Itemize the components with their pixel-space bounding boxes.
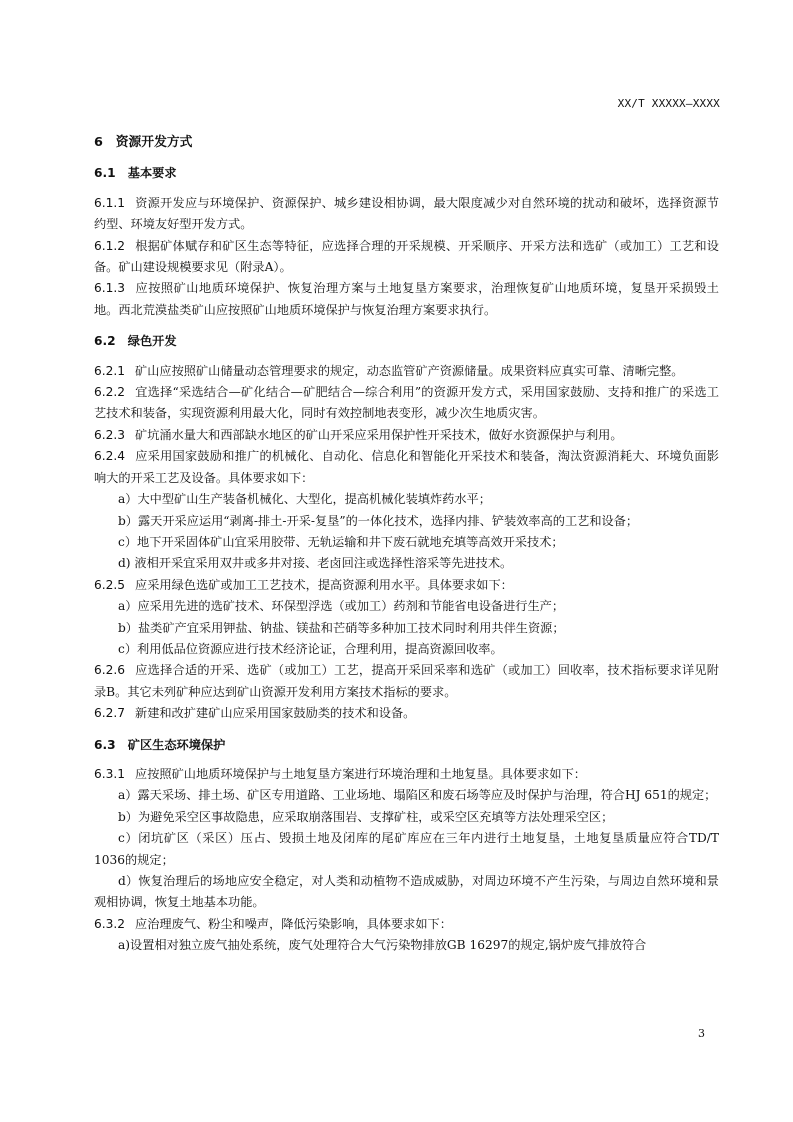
- list-item: c）利用低品位资源应进行技术经济论证，合理利用，提高资源回收率。: [118, 641, 503, 656]
- clause-number: 6.2.3: [94, 427, 126, 442]
- clause-text: 应按照矿山地质环境保护与土地复垦方案进行环境治理和土地复垦。具体要求如下：: [135, 766, 586, 781]
- clause-6-1-3: [94, 278, 719, 321]
- clause-6-3-1: [94, 764, 719, 785]
- clause-text: 根据矿体赋存和矿区生态等特征，应选择合理的开采规模、开采顺序、开采方法和选矿（或加工）工艺和设备。矿山建设规模要求见（附录A）。: [94, 238, 719, 275]
- list-item: c）闭坑矿区（采区）压占、毁损土地及闭库的尾矿库应在三年内进行土地复垦，土地复垦质量应符合TD/T 1036的规定；: [94, 831, 719, 867]
- clause-number: 6.3.2: [94, 916, 126, 931]
- clause-6-2-6: [94, 660, 719, 703]
- clause-text: 资源开发应与环境保护、资源保护、城乡建设相协调，最大限度减少对自然环境的扰动和破坏，选择资源节约型、环境友好型开发方式。: [94, 195, 719, 232]
- list-item: a）露天采场、排土场、矿区专用道路、工业场地、塌陷区和废石场等应及时保护与治理，符合HJ 651的规定；: [118, 788, 717, 803]
- clause-6-3-2: [94, 914, 719, 935]
- section-6-3-title: 6.3 矿区生态环境保护: [94, 737, 226, 752]
- clause-number: 6.2.6: [94, 663, 126, 678]
- clause-text: 应采用绿色选矿或加工工艺技术，提高资源利用水平。具体要求如下：: [135, 577, 513, 592]
- clause-text: 应按照矿山地质环境保护、恢复治理方案与土地复垦方案要求，治理恢复矿山地质环境，复垦开采损毁土地。西北荒漠盐类矿山应按照矿山地质环境保护与恢复治理方案要求执行。: [94, 281, 719, 317]
- clause-6-2-3: [94, 425, 719, 446]
- page-number: 3: [698, 1027, 705, 1040]
- clause-number: 6.1.1: [94, 195, 126, 210]
- clause-6-2-4: [94, 446, 719, 489]
- clause-number: 6.1.2: [94, 238, 126, 253]
- list-item: b）露天开采应运用“剥离-排土-开采-复垦”的一体化技术，选择内排、铲装效率高的工艺和设备；: [118, 513, 639, 528]
- list-item: b）为避免采空区事故隐患，应采取崩落围岩、支撑矿柱，或采空区充填等方法处理采空区；: [118, 809, 614, 824]
- clause-text: 应治理废气、粉尘和噪声，降低污染影响，具体要求如下：: [135, 916, 452, 931]
- list-item: b）盐类矿产宜采用钾盐、钠盐、镁盐和芒硝等多种加工技术同时利用共伴生资源；: [118, 620, 565, 635]
- section-6-1-title: 6.1 基本要求: [94, 166, 177, 181]
- list-item: d) 液相开采宜采用双井或多井对接、老卤回注或选择性溶采等先进技术。: [118, 556, 513, 571]
- section-6-2-title: 6.2 绿色开发: [94, 334, 177, 349]
- clause-text: 矿山应按照矿山储量动态管理要求的规定，动态监管矿产资源储量。成果资料应真实可靠、清晰完整。: [135, 363, 684, 378]
- clause-number: 6.2.7: [94, 706, 126, 721]
- list-item: c）地下开采固体矿山宜采用胶带、无轨运输和井下废石就地充填等高效开采技术；: [118, 534, 564, 549]
- clause-6-2-5: [94, 575, 719, 596]
- clause-text: 新建和改扩建矿山应采用国家鼓励类的技术和设备。: [135, 706, 416, 721]
- standard-code: XX/T XXXXX—XXXX: [617, 97, 720, 110]
- clause-text: 应选择合适的开采、选矿（或加工）工艺，提高开采回采率和选矿（或加工）回收率，技术指标要求详见附录B。其它未列矿种应达到矿山资源开发利用方案技术指标的要求。: [94, 663, 719, 699]
- body-content: [94, 126, 719, 957]
- clause-6-1-2: [94, 236, 719, 279]
- clause-text: 宜选择“采选结合—矿化结合—矿肥结合—综合利用”的资源开发方式，采用国家鼓励、支持和推广的采选工艺技术和装备，实现资源利用最大化，同时有效控制地表变形，减少次生地质灾害。: [94, 385, 719, 421]
- clause-text: 矿坑涌水量大和西部缺水地区的矿山开采应采用保护性开采技术，做好水资源保护与利用。: [135, 427, 623, 442]
- list-item: d）恢复治理后的场地应安全稳定，对人类和动植物不造成威胁，对周边环境不产生污染，与周边自然环境和景观相协调，恢复土地基本功能。: [94, 874, 719, 910]
- list-item: a)设置相对独立废气抽处系统，废气处理符合大气污染物排放GB 16297的规定,锅炉废气排放符合: [118, 938, 647, 953]
- clause-number: 6.1.3: [94, 281, 126, 296]
- clause-number: 6.2.5: [94, 577, 126, 592]
- list-item: a）大中型矿山生产装备机械化、大型化，提高机械化装填炸药水平；: [118, 492, 491, 507]
- section-6-title: 6 资源开发方式: [94, 135, 193, 150]
- clause-text: 应采用国家鼓励和推广的机械化、自动化、信息化和智能化开采技术和装备，淘汰资源消耗大、环境负面影响大的开采工艺及设备。具体要求如下：: [94, 449, 719, 485]
- clause-number: 6.2.4: [94, 449, 126, 464]
- clause-number: 6.3.1: [94, 766, 126, 781]
- clause-number: 6.2.2: [94, 385, 126, 400]
- clause-6-2-7: [94, 703, 719, 724]
- clause-number: 6.2.1: [94, 363, 126, 378]
- clause-6-1-1: [94, 193, 719, 236]
- list-item: a）应采用先进的选矿技术、环保型浮选（或加工）药剂和节能省电设备进行生产；: [118, 599, 565, 614]
- clause-6-2-2: [94, 382, 719, 425]
- clause-6-2-1: [94, 361, 719, 382]
